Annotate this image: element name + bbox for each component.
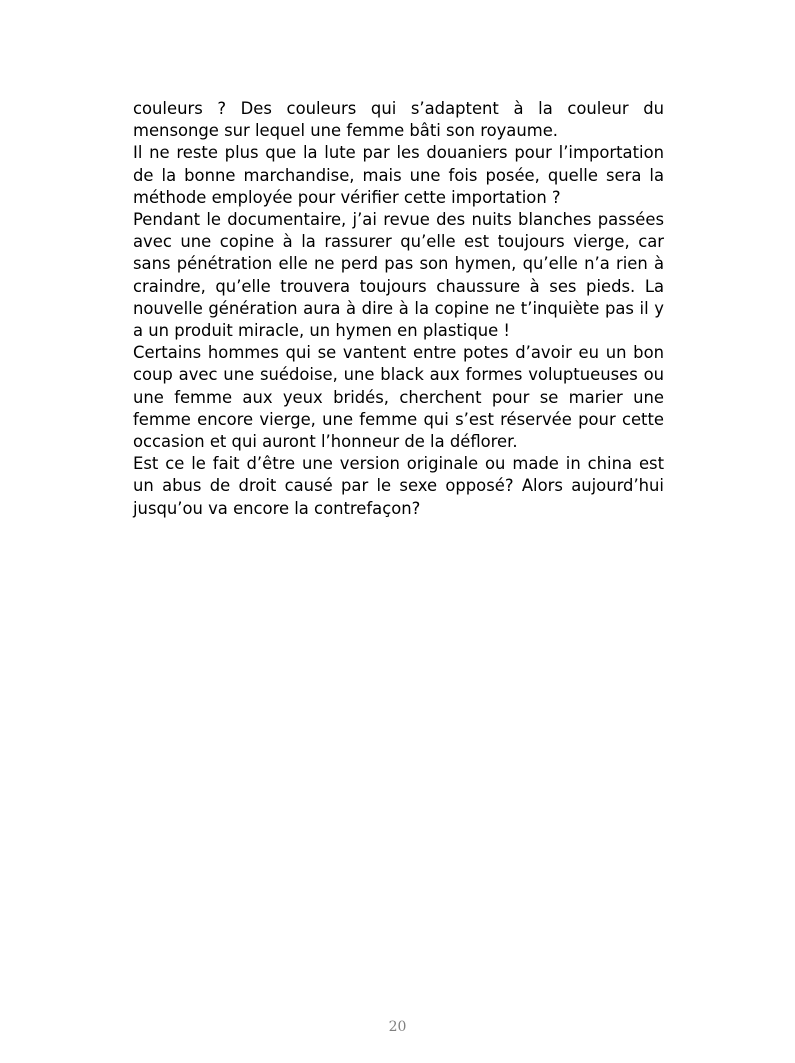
paragraph: Pendant le documentaire, j’ai revue des nuits blanches passées avec une copine à la rassurer qu’elle est toujours vierge, car sans pénétration elle ne perd pas son hymen, qu’elle n’a rien à craindre, qu’elle trouvera toujours chaussure à ses pieds. La nouvelle génération aura à dire à la copine ne t’inquiète pas il y a un produit miracle, un hymen en plastique ! [133,210,664,341]
page-number: 20 [388,1019,407,1035]
body-text [133,98,664,520]
paragraph: Est ce le fait d’être une version originale ou made in china est un abus de droit causé par le sexe opposé? Alors aujourd’hui jusqu’ou va encore la contrefaçon? [133,454,664,518]
paragraph: Certains hommes qui se vantent entre potes d’avoir eu un bon coup avec une suédoise, une black aux formes voluptueuses ou une femme aux yeux bridés, cherchent pour se marier une femme encore vierge, une femme qui s’est réservée pour cette occasion et qui auront l’honneur de la déflorer. [133,343,664,452]
paragraph: couleurs ? Des couleurs qui s’adaptent à la couleur du mensonge sur lequel une femme bâti son royaume. [133,99,664,141]
paragraph: Il ne reste plus que la lute par les douaniers pour l’importation de la bonne marchandise, mais une fois posée, quelle sera la méthode employée pour vérifier cette importation ? [133,143,664,207]
